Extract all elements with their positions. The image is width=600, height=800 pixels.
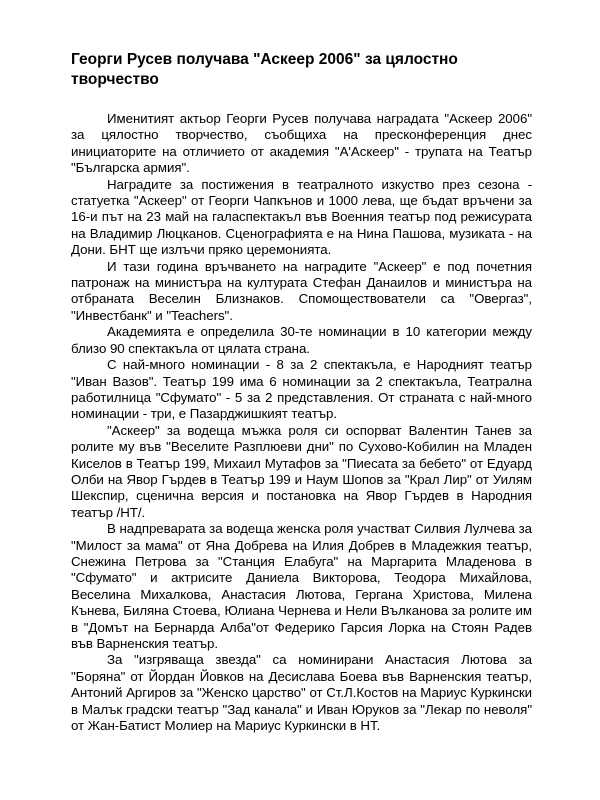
article-paragraph: Академията е определила 30-те номинации в 10 категории между близо 90 спектакъла от цялата страна. <box>71 324 532 356</box>
article-title: Георги Русев получава "Аскеер 2006" за цялостно творчество <box>71 51 458 88</box>
article-paragraph: В надпреварата за водеща женска роля участват Силвия Лулчева за "Милост за мама" от Яна Добрева на Илия Добрев в Младежкия театър, Снежина Петрова за "Станция Елабуга" на Маргарита Младенова в "Сфумато" и актрисите Даниела Викторова, Теодора Михайлова, Веселина Михалкова, Анастасия Лютова, Гергана Христова, Милена Кънева, Биляна Стоева, Юлиана Чернева и Нели Вълканова за ролите им в "Домът на Бернарда Алба"от Федерико Гарсия Лорка на Стоян Радев във Варненския театър. <box>71 521 532 651</box>
article-body <box>71 111 532 734</box>
article-paragraph: За "изгряваща звезда" са номинирани Анастасия Лютова за "Боряна" от Йордан Йовков на Десислава Боева във Варненския театър, Антоний Аргиров за "Женско царство" от Ст.Л.Костов на Мариус Куркински в Малък градски театър "Зад канала" и Иван Юруков за "Лекар по неволя" от Жан-Батист Молиер на Мариус Куркински в НТ. <box>71 652 532 734</box>
article-paragraph: И тази година връчването на наградите "Аскеер" е под почетния патронаж на министъра на културата Стефан Данаилов и министъра на отбраната Веселин Близнаков. Спомоществователи са "Овергаз", "Инвестбанк" и "Teachers". <box>71 258 532 323</box>
article-paragraph: Именитият актьор Георги Русев получава наградата "Аскеер 2006" за цялостно творчество, съобщиха на пресконференция днес инициаторите на отличието от академия "А'Аскеер" - трупата на Театър "Българска армия". <box>71 111 532 176</box>
article-paragraph: Наградите за постижения в театралното изкуство през сезона - статуетка "Аскеер" от Георги Чапкънов и 1000 лева, ще бъдат връчени за 16-и път на 23 май на галаспектакъл във Военния театър под режисурата на Владимир Люцканов. Сценографията е на Нина Пашова, музиката - на Дони. БНТ ще излъчи пряко церемонията. <box>71 176 532 258</box>
article-paragraph: С най-много номинации - 8 за 2 спектакъла, е Народният театър "Иван Вазов". Театър 199 има 6 номинации за 2 спектакъла, Театрална работилница "Сфумато" - 5 за 2 представления. От страната с най-много номинации - три, е Пазарджишкият театър. <box>71 357 532 422</box>
article-paragraph: "Аскеер" за водеща мъжка роля си оспорват Валентин Танев за ролите му във "Веселите Разплюеви дни" по Сухово-Кобилин на Младен Киселов в Театър 199, Михаил Мутафов за "Пиесата за бебето" от Едуард Олби на Явор Гърдев в Театър 199 и Наум Шопов за "Крал Лир" от Уилям Шекспир, сценична версия и постановка на Явор Гърдев в Народния театър /НТ/. <box>71 422 532 520</box>
